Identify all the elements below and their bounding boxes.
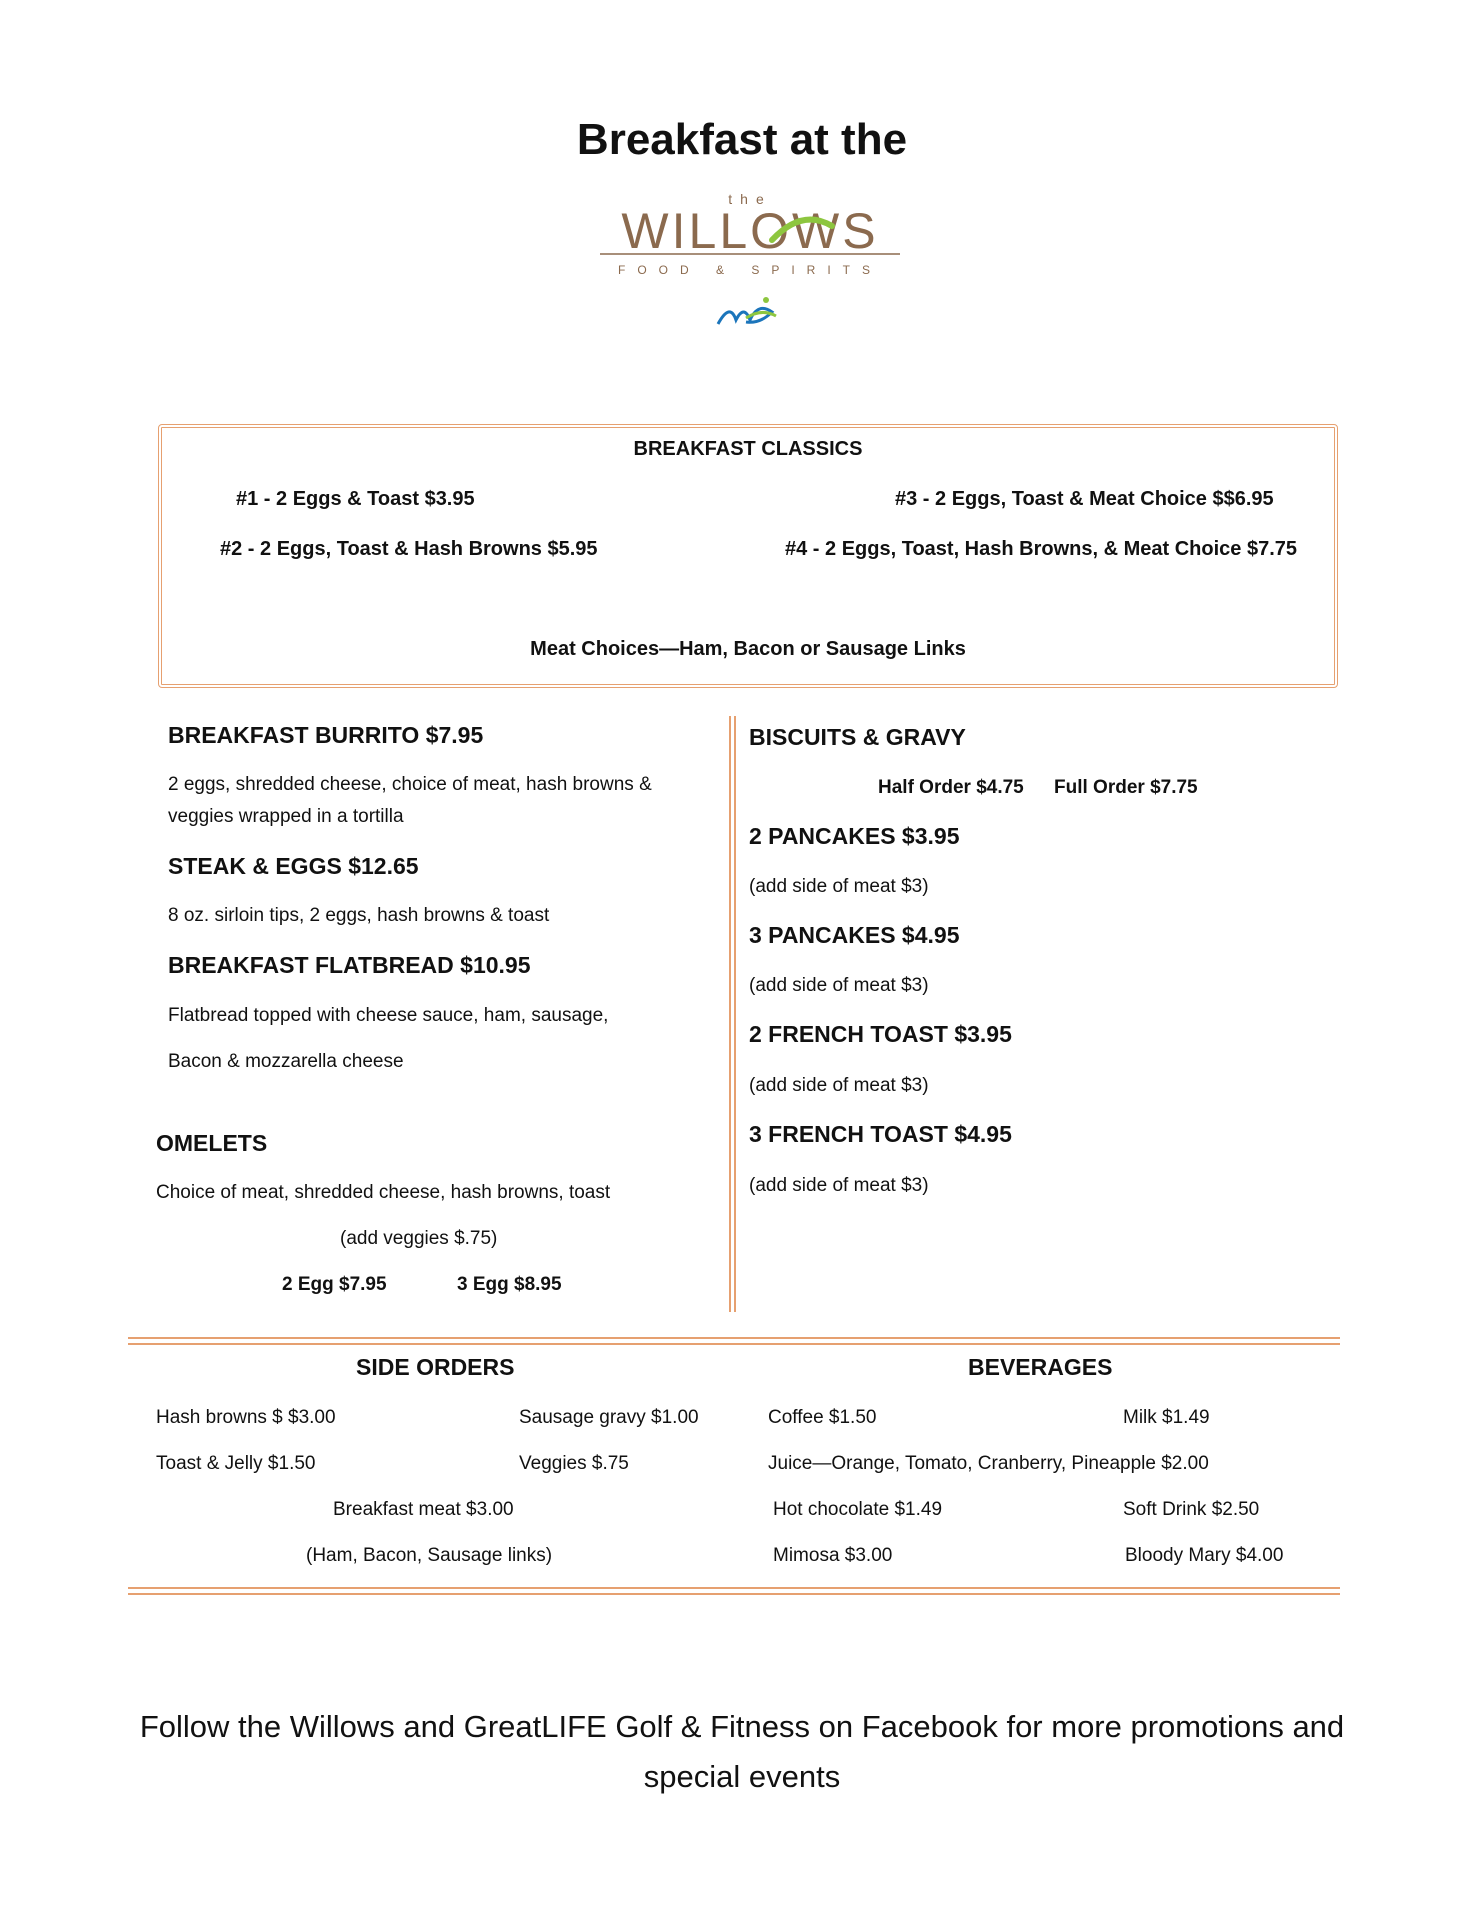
side-hash-browns: Hash browns $ $3.00 xyxy=(156,1407,336,1428)
omelet-two-egg-price: 2 Egg $7.95 xyxy=(282,1274,387,1295)
side-sausage-gravy: Sausage gravy $1.00 xyxy=(519,1407,699,1428)
footer-promo xyxy=(100,1702,1384,1802)
beverage-bloody-mary: Bloody Mary $4.00 xyxy=(1125,1545,1284,1566)
beverage-coffee: Coffee $1.50 xyxy=(768,1407,877,1428)
beverage-hot-chocolate: Hot chocolate $1.49 xyxy=(773,1499,943,1520)
burrito-title: BREAKFAST BURRITO $7.95 xyxy=(168,722,484,748)
steak-desc: 8 oz. sirloin tips, 2 eggs, hash browns & toast xyxy=(168,905,550,926)
steak-title: STEAK & EGGS $12.65 xyxy=(168,853,419,879)
flatbread-desc-line1: Flatbread topped with cheese sauce, ham, sausage, xyxy=(168,1005,609,1026)
logo-small-mark-green xyxy=(746,312,776,318)
omelet-three-egg-price: 3 Egg $8.95 xyxy=(457,1274,562,1295)
pancakes-3-note: (add side of meat $3) xyxy=(749,975,929,996)
classic-item-1: #1 - 2 Eggs & Toast $3.95 xyxy=(236,488,475,510)
classic-item-3: #3 - 2 Eggs, Toast & Meat Choice $$6.95 xyxy=(895,488,1274,510)
pancakes-3-title: 3 PANCAKES $4.95 xyxy=(749,922,960,948)
logo-tagline: FOOD & SPIRITS xyxy=(617,263,883,277)
french-toast-3-note: (add side of meat $3) xyxy=(749,1175,929,1196)
french-toast-3-title: 3 FRENCH TOAST $4.95 xyxy=(749,1121,1012,1147)
logo-small-text: the xyxy=(728,191,772,207)
footer-line1: Follow the Willows and GreatLIFE Golf & Fitness on Facebook for more promotions and xyxy=(139,1709,1345,1744)
side-breakfast-meat: Breakfast meat $3.00 xyxy=(333,1499,514,1520)
omelets-desc: Choice of meat, shredded cheese, hash browns, toast xyxy=(156,1182,611,1203)
beverage-juice: Juice—Orange, Tomato, Cranberry, Pineapple $2.00 xyxy=(768,1453,1209,1474)
burrito-desc-line2: veggies wrapped in a tortilla xyxy=(168,806,404,827)
column-divider xyxy=(729,716,736,1312)
section-divider-top xyxy=(128,1337,1340,1345)
omelets-veggies: (add veggies $.75) xyxy=(340,1228,498,1249)
section-divider-bottom xyxy=(128,1587,1340,1595)
side-toast-jelly: Toast & Jelly $1.50 xyxy=(156,1453,316,1474)
footer-line2: special events xyxy=(643,1759,841,1794)
flatbread-title: BREAKFAST FLATBREAD $10.95 xyxy=(168,952,531,978)
classics-heading: BREAKFAST CLASSICS xyxy=(633,438,863,460)
logo-small-dot xyxy=(763,297,769,303)
beverages-heading: BEVERAGES xyxy=(968,1354,1113,1380)
side-veggies: Veggies $.75 xyxy=(519,1453,629,1474)
pancakes-2-title: 2 PANCAKES $3.95 xyxy=(749,823,960,849)
biscuits-title: BISCUITS & GRAVY xyxy=(749,724,966,750)
logo-name: WILLOWS xyxy=(621,203,879,259)
classic-item-4: #4 - 2 Eggs, Toast, Hash Browns, & Meat Choice $7.75 xyxy=(785,538,1298,560)
willows-logo xyxy=(540,188,960,338)
page-title: Breakfast at the xyxy=(576,115,908,164)
meat-choices: Meat Choices—Ham, Bacon or Sausage Links xyxy=(530,638,966,660)
classic-item-2: #2 - 2 Eggs, Toast & Hash Browns $5.95 xyxy=(220,538,598,560)
french-toast-2-title: 2 FRENCH TOAST $3.95 xyxy=(749,1021,1012,1047)
beverage-soft-drink: Soft Drink $2.50 xyxy=(1123,1499,1260,1520)
burrito-desc-line1: 2 eggs, shredded cheese, choice of meat, hash browns & xyxy=(168,774,652,795)
beverage-milk: Milk $1.49 xyxy=(1123,1407,1210,1428)
logo-small-mark-blue xyxy=(718,308,772,324)
side-meat-types: (Ham, Bacon, Sausage links) xyxy=(306,1545,553,1566)
willows-logo-graphic xyxy=(540,188,960,338)
pancakes-2-note: (add side of meat $3) xyxy=(749,876,929,897)
french-toast-2-note: (add side of meat $3) xyxy=(749,1075,929,1096)
biscuits-half-order: Half Order $4.75 xyxy=(878,777,1024,798)
biscuits-full-order: Full Order $7.75 xyxy=(1054,777,1198,798)
flatbread-desc-line2: Bacon & mozzarella cheese xyxy=(168,1051,404,1072)
side-orders-heading: SIDE ORDERS xyxy=(356,1354,515,1380)
beverage-mimosa: Mimosa $3.00 xyxy=(773,1545,893,1566)
omelets-title: OMELETS xyxy=(156,1130,268,1156)
